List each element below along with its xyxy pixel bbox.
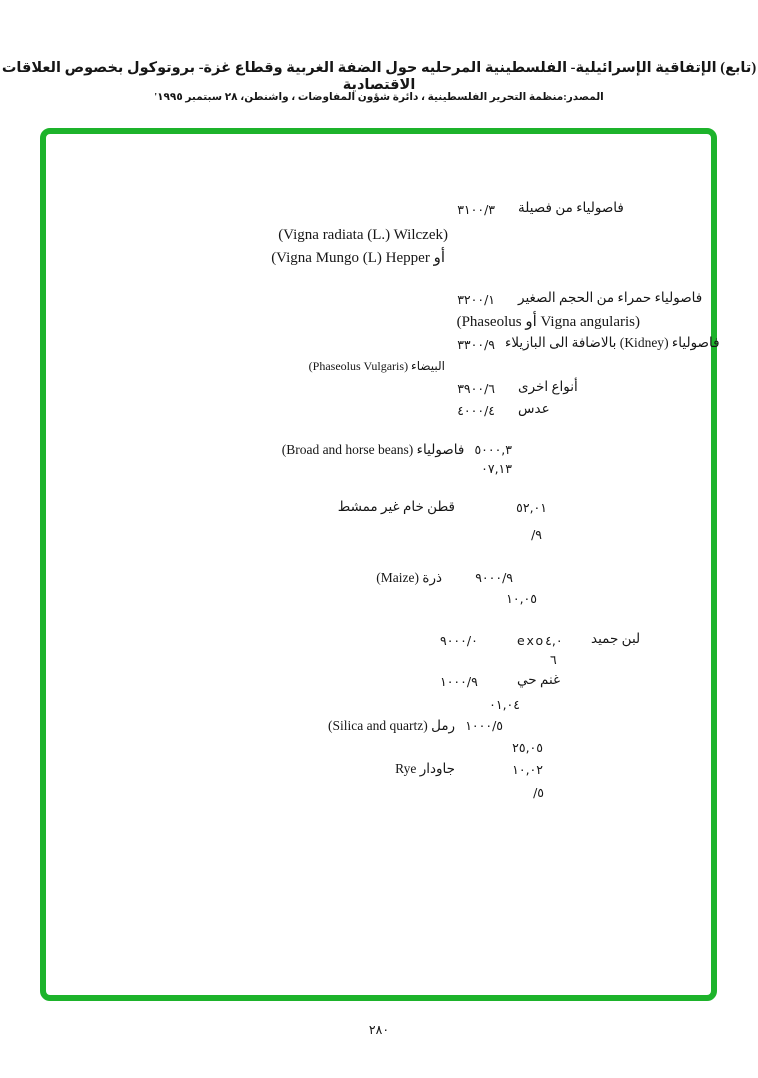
document-source-line: المصدر:منظمة التحرير الفلسطينية ، دائرة شؤون المفاوضات ، واشنطن، ٢٨ سبتمبر ١٩٩٥'	[154, 92, 604, 103]
entry-9-code: ١٠٠٠/٩	[440, 674, 478, 689]
entry-7-label: ذرة (Maize)	[376, 570, 442, 585]
entry-8-code: ٩٠٠٠/٠	[440, 633, 478, 648]
entry-2-latin-1: البيضاء (Phaseolus Vulgaris)	[308, 359, 445, 373]
entry-6-sub-value: /٩	[531, 527, 542, 542]
entry-5-label: فاصولياء (Broad and horse beans)	[281, 442, 465, 457]
entry-7-code: ٩٠٠٠/٩	[475, 570, 513, 585]
entry-8-label: لبن جميد	[591, 631, 641, 646]
entry-7-sub-value: ١٠,٠٥	[506, 591, 537, 606]
entry-2-code: ٣٣٠٠/٩	[457, 337, 495, 352]
entry-11-code: ١٠,٠٢	[512, 762, 543, 777]
entry-1-code: ٣٢٠٠/١	[457, 292, 495, 307]
entry-0-latin-1: (Vigna radiata (L.) Wilczek)	[278, 227, 448, 243]
entry-9-label: غنم حي	[517, 672, 561, 687]
entry-8-sub-value: ٦	[550, 652, 557, 667]
entry-0-label: فاصولياء من فصيلة	[518, 200, 624, 215]
entry-1-label: فاصولياء حمراء من الحجم الصغير	[518, 290, 703, 305]
entry-6-code: ٥٢,٠١	[516, 500, 547, 515]
entry-3-code: ٣٩٠٠/٦	[457, 381, 495, 396]
entry-5-sub-value: ٠٧,١٣	[481, 461, 512, 476]
entry-2-label: فاصولياء (Kidney) بالاضافة الى البازيلاء	[505, 335, 720, 350]
entry-10-line	[328, 718, 503, 734]
entry-8-extra: exo٤,٠	[517, 633, 563, 648]
entry-0-latin-2: (Vigna Mungo (L) Hepper أو	[271, 250, 445, 266]
entry-0-code: ٣١٠٠/٣	[457, 202, 495, 217]
entry-11-sub-value: /٥	[533, 785, 544, 800]
entry-10-code: ١٠٠٠/٥	[465, 718, 503, 733]
entry-5-line	[282, 442, 512, 458]
entry-5-code: ٥٠٠٠,٣	[474, 442, 512, 457]
page-number: ٢٨٠	[368, 1022, 390, 1037]
entry-11-label: جاودار Rye	[395, 761, 455, 776]
document-title: (تابع) الإتفاقية الإسرائيلية- الفلسطينية المرحليه حول الضفة الغربية وقطاع غزة- بروتوكول بخصوص العلاقات الاقتصادية	[1, 60, 757, 93]
entry-6-label: قطن خام غير ممشط	[337, 499, 455, 514]
entry-3-label: أنواع اخرى	[518, 379, 578, 394]
entry-4-code: ٤٠٠٠/٤	[457, 403, 495, 418]
entry-1-latin-1: (Phaseolus أو Vigna angularis)	[456, 314, 640, 330]
entry-10-label: رمل (Silica and quartz)	[328, 718, 456, 733]
entry-10-sub-value: ٢٥,٠٥	[512, 740, 543, 755]
entry-4-label: عدس	[518, 401, 550, 416]
entry-9-sub-value: ٠١,٠٤	[489, 697, 520, 712]
